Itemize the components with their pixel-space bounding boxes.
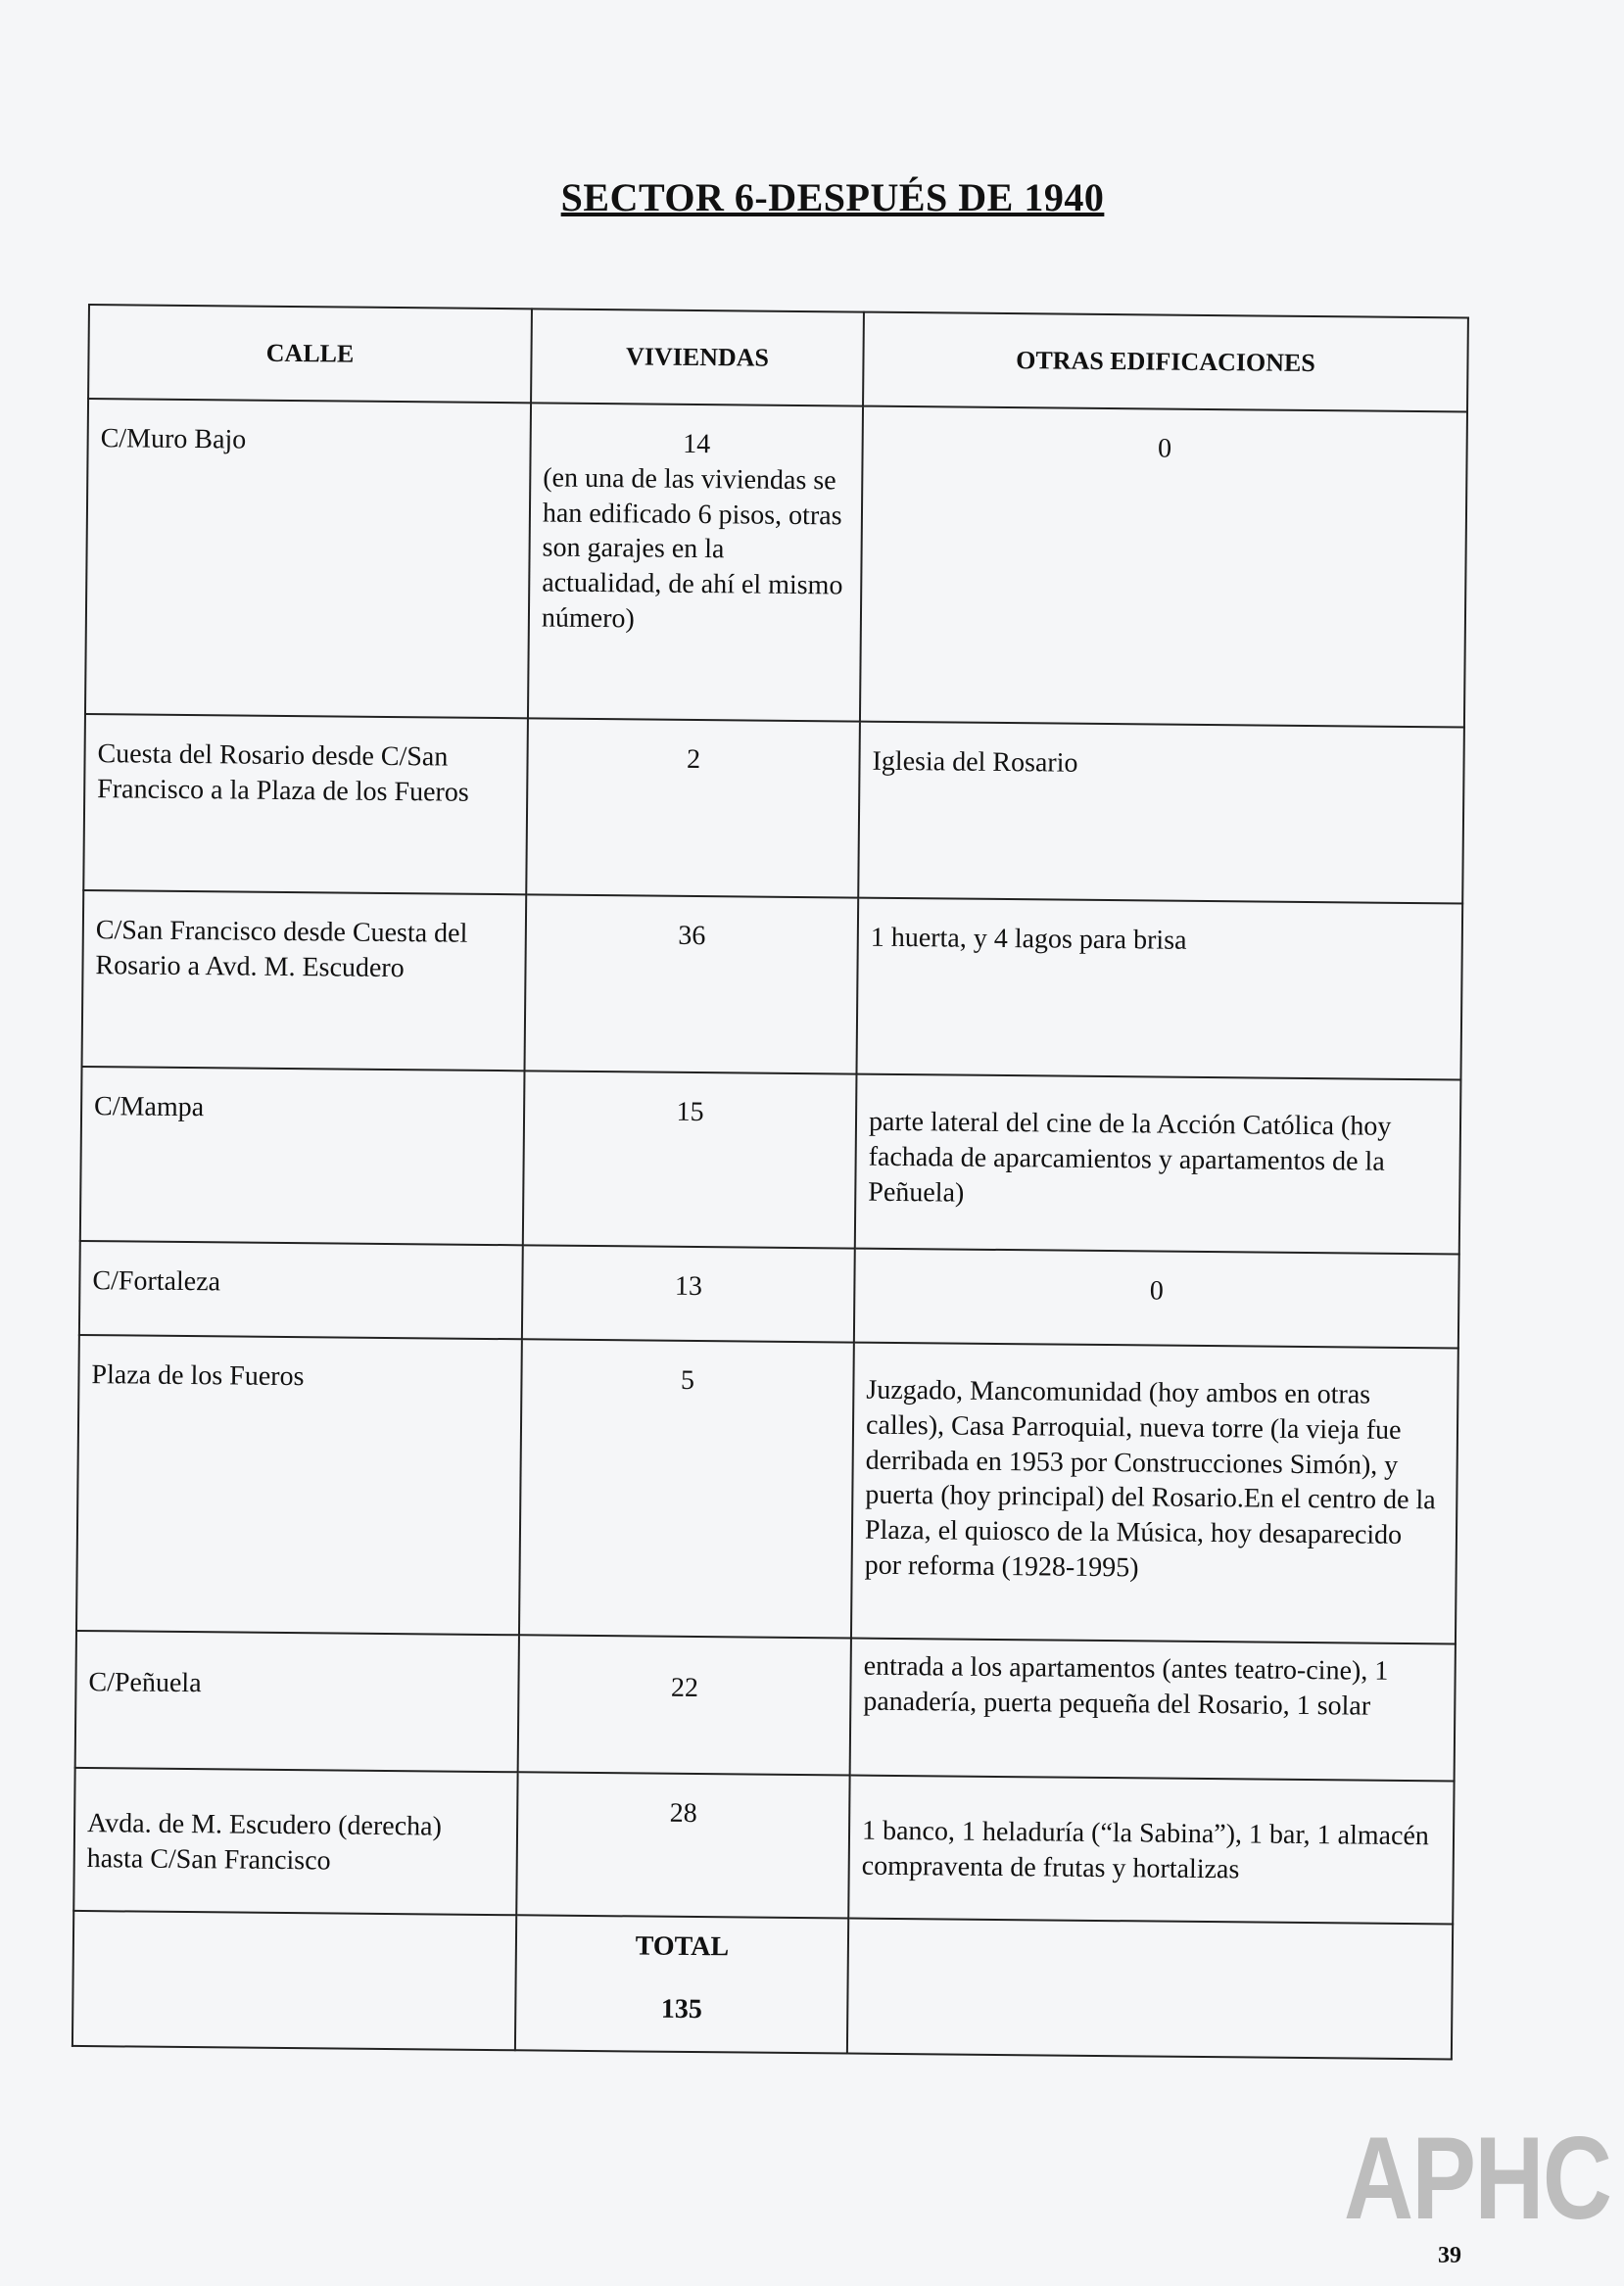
cell-calle: Plaza de los Fueros: [76, 1335, 522, 1635]
cell-otras: 0: [860, 406, 1467, 728]
cell-viviendas: 13: [522, 1245, 855, 1342]
cell-viviendas: 5: [519, 1339, 854, 1638]
cell-viviendas: 22: [518, 1635, 851, 1775]
cell-viviendas: 2: [526, 718, 860, 897]
cell-otras: 1 banco, 1 heladuría (“la Sabina”), 1 bar, 1 almacén compraventa de frutas y hortalizas: [848, 1776, 1454, 1925]
cell-otras: 1 huerta, y 4 lagos para brisa: [856, 898, 1462, 1080]
cell-otras: 0: [854, 1249, 1459, 1349]
header-calle: CALLE: [88, 305, 532, 403]
cell-calle: Avda. de M. Escudero (derecha) hasta C/San Francisco: [73, 1768, 517, 1915]
cell-otras: entrada a los apartamentos (antes teatro-cine), 1 panadería, puerta pequeña del Rosario, 1 solar: [850, 1639, 1456, 1782]
table-row: [83, 714, 1464, 904]
cell-total: [515, 1915, 848, 2053]
table-row: [73, 1768, 1454, 1925]
table-row: [79, 1241, 1459, 1349]
cell-otras: Juzgado, Mancomunidad (hoy ambos en otras calles), Casa Parroquial, nueva torre (la vieja fue derribada en 1953 por Construcciones Simón), y puerta (hoy principal) del Rosario.En el centro de la Plaza, el quiosco de la Música, hoy desaparecido por reforma (1928-1995): [851, 1343, 1458, 1644]
table-row: [75, 1631, 1456, 1782]
cell-otras: Iglesia del Rosario: [858, 722, 1464, 904]
header-otras-edificaciones: OTRAS EDIFICACIONES: [863, 312, 1468, 412]
aphc-watermark: APHC: [1344, 2113, 1611, 2244]
total-label: TOTAL: [635, 1930, 730, 1963]
cell-calle: C/Fortaleza: [79, 1241, 523, 1339]
cell-empty: [847, 1919, 1453, 2060]
table-row: [76, 1335, 1458, 1644]
cell-otras: parte lateral del cine de la Acción Católica (hoy fachada de aparcamientos y apartamentos de la Peñuela): [855, 1074, 1461, 1255]
cell-calle: C/San Francisco desde Cuesta del Rosario a Avd. M. Escudero: [82, 890, 527, 1071]
cell-viviendas: [528, 403, 863, 721]
viviendas-value: 14: [683, 428, 711, 460]
cell-viviendas: 28: [516, 1772, 849, 1918]
header-viviendas: VIVIENDAS: [531, 309, 864, 405]
cell-viviendas: 15: [523, 1071, 857, 1248]
cell-calle: Cuesta del Rosario desde C/San Francisco a la Plaza de los Fueros: [83, 714, 528, 894]
cell-calle: C/Mampa: [80, 1067, 525, 1245]
table-row: [85, 399, 1467, 728]
total-value: 135: [660, 1993, 702, 2024]
cell-viviendas: 36: [525, 894, 859, 1073]
table-row: [82, 890, 1463, 1080]
table-row: [80, 1067, 1461, 1255]
cell-calle: C/Muro Bajo: [85, 399, 531, 718]
table-total-row: [72, 1911, 1453, 2060]
sector-table: [72, 304, 1469, 2060]
cell-calle: C/Peñuela: [75, 1631, 519, 1772]
page-number: 39: [1438, 2243, 1461, 2268]
viviendas-note: (en una de las viviendas se han edificado 6 pisos, otras son garajes en la actualidad, de ahí el mismo número): [541, 462, 843, 635]
page-title: SECTOR 6-DESPUÉS DE 1940: [560, 175, 1105, 219]
cell-empty: [72, 1911, 516, 2050]
table-header-row: [88, 305, 1468, 412]
